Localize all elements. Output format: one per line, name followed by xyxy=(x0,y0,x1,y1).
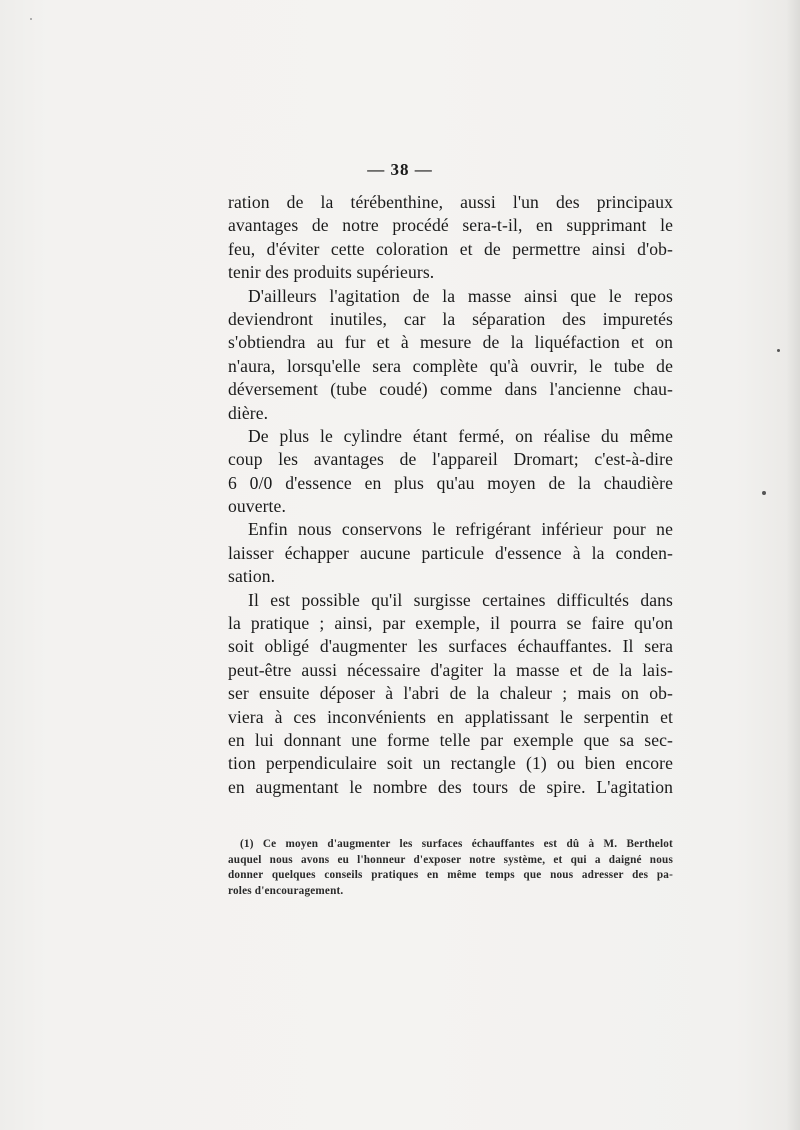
paper-speck xyxy=(777,349,780,352)
text-line: s'obtiendra au fur et à mesure de la liquéfaction et on xyxy=(228,332,673,353)
text-line: peut-être aussi nécessaire d'agiter la masse et de la lais- xyxy=(228,659,673,680)
text-line: soit obligé d'augmenter les surfaces échauffantes. Il sera xyxy=(228,636,673,657)
text-line: sation. xyxy=(228,566,276,587)
page-number: — 38 — xyxy=(367,160,433,179)
text-line: en augmentant le nombre des tours de spire. L'agitation xyxy=(228,776,673,797)
footnote-line: donner quelques conseils pratiques en même temps que nous adresser des pa- xyxy=(228,869,673,882)
page-edge-shadow xyxy=(786,0,800,1130)
text-line: laisser échapper aucune particule d'essence à la conden- xyxy=(228,542,673,563)
text-line: coup les avantages de l'appareil Dromart; c'est-à-dire xyxy=(228,449,673,470)
text-line: déversement (tube coudé) comme dans l'ancienne chau- xyxy=(228,379,673,400)
paper-speck xyxy=(30,18,32,20)
text-line: feu, d'éviter cette coloration et de permettre ainsi d'ob- xyxy=(228,238,673,259)
text-line: en lui donnant une forme telle par exemple que sa sec- xyxy=(228,729,673,750)
text-line: Enfin nous conservons le refrigérant inférieur pour ne xyxy=(248,519,673,540)
text-line: n'aura, lorsqu'elle sera complète qu'à ouvrir, le tube de xyxy=(228,355,673,376)
text-line: D'ailleurs l'agitation de la masse ainsi que le repos xyxy=(248,285,673,306)
text-line: deviendront inutiles, car la séparation des impuretés xyxy=(228,308,673,329)
paper-speck xyxy=(762,491,766,495)
text-line: avantages de notre procédé sera-t-il, en supprimant le xyxy=(228,215,673,236)
text-line: tion perpendiculaire soit un rectangle (1) ou bien encore xyxy=(228,753,673,774)
footnote-line: (1) Ce moyen d'augmenter les surfaces échauffantes est dû à M. Berthelot xyxy=(240,838,673,850)
body-text xyxy=(228,191,673,799)
text-line: 6 0/0 d'essence en plus qu'au moyen de la chaudière xyxy=(228,472,673,493)
text-line: De plus le cylindre étant fermé, on réalise du même xyxy=(248,425,673,446)
text-line: la pratique ; ainsi, par exemple, il pourra se faire qu'on xyxy=(228,613,673,634)
text-line: Il est possible qu'il surgisse certaines difficultés dans xyxy=(248,589,673,610)
text-line: ration de la térébenthine, aussi l'un des principaux xyxy=(228,192,673,212)
text-line: ouverte. xyxy=(228,496,286,517)
text-line: viera à ces inconvénients en applatissant le serpentin et xyxy=(228,706,673,727)
footnote-line: auquel nous avons eu l'honneur d'exposer notre système, et qui a daigné nous xyxy=(228,853,673,866)
text-line: ser ensuite déposer à l'abri de la chaleur ; mais on ob- xyxy=(228,683,673,704)
text-line: dière. xyxy=(228,402,269,423)
text-line: tenir des produits supérieurs. xyxy=(228,262,435,283)
footnote-line: roles d'encouragement. xyxy=(228,884,344,897)
footnote xyxy=(228,837,673,899)
